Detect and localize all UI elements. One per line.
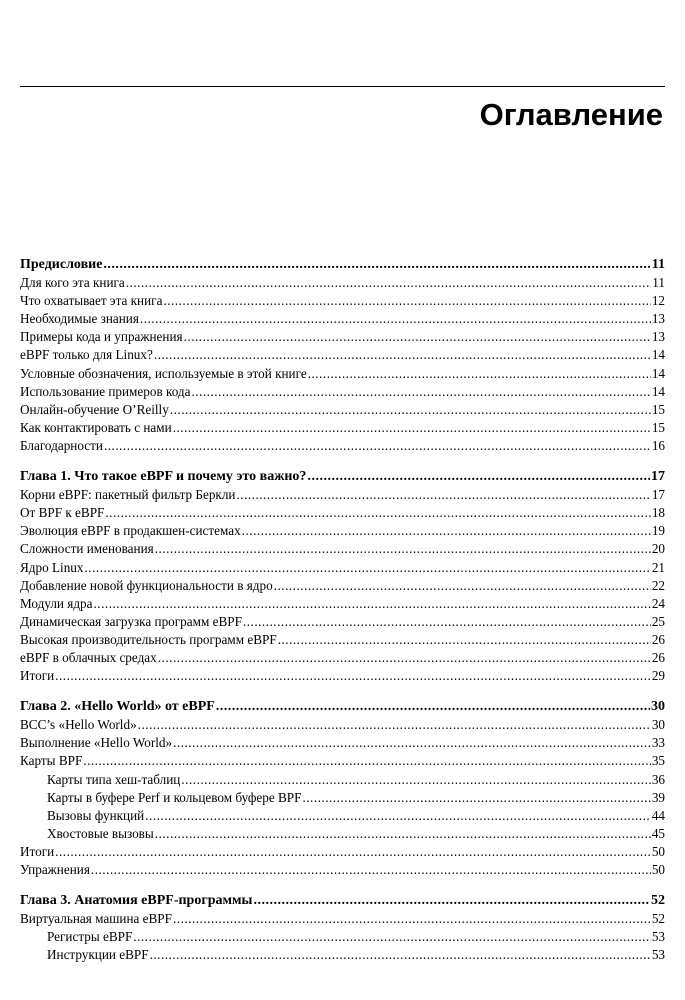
dot-leader [55,667,651,685]
toc-section-entry[interactable] [20,577,665,595]
page-title: Оглавление [479,97,663,132]
dot-leader [85,559,651,577]
dot-leader [133,928,650,946]
toc-entry-title: Что охватывает эта книга [20,293,163,309]
toc-section-entry[interactable] [20,734,665,752]
toc-entry-page-number: 12 [651,293,665,309]
toc-entry-page-number: 14 [651,383,665,399]
toc-entry-title: От BPF к eBPF [20,505,105,521]
toc-entry-title: Онлайн-обучение O’Reilly [20,401,169,417]
toc-entry-page-number: 33 [651,735,665,751]
toc-entry-page-number: 20 [651,541,665,557]
toc-entry-page-number: 30 [651,699,665,715]
toc-section-entry[interactable] [20,631,665,649]
toc-entry-page-number: 14 [651,347,665,363]
toc-section-entry[interactable] [20,292,665,310]
toc-section-entry[interactable] [20,522,665,540]
toc-entry-page-number: 26 [651,631,665,647]
toc-entry-title: Итоги [20,668,55,684]
dot-leader [158,649,651,667]
toc-section-entry[interactable] [20,595,665,613]
dot-leader [145,807,651,825]
toc-entry-title: Добавление новой функциональности в ядро [20,577,273,593]
toc-section-entry[interactable] [20,540,665,558]
toc-section-entry[interactable] [20,910,665,928]
toc-entry-page-number: 26 [651,649,665,665]
toc-entry-page-number: 30 [651,717,665,733]
dot-leader [308,365,651,383]
toc-section-entry[interactable] [20,346,665,364]
toc-entry-page-number: 19 [651,523,665,539]
toc-entry-title: Примеры кода и упражнения [20,329,183,345]
toc-entry-page-number: 11 [652,275,665,291]
dot-leader [55,843,651,861]
toc-entry-page-number: 35 [651,753,665,769]
toc-entry-page-number: 22 [651,577,665,593]
toc-entry-title: Использование примеров кода [20,383,191,399]
toc-section-entry[interactable] [20,559,665,577]
toc-entry-title: Инструкции eBPF [47,947,149,963]
toc-entry-page-number: 24 [651,595,665,611]
dot-leader [191,383,650,401]
toc-entry-page-number: 36 [651,771,665,787]
toc-entry-title: Виртуальная машина eBPF [20,911,172,927]
toc-entry-page-number: 29 [651,668,665,684]
toc-section-entry[interactable] [20,274,665,292]
toc-section-entry[interactable] [20,825,665,843]
toc-entry-page-number: 53 [651,947,665,963]
dot-leader [243,613,651,631]
dot-leader [105,504,650,522]
toc-entry-title: Вызовы функций [47,807,145,823]
dot-leader [140,310,651,328]
toc-entry-page-number: 17 [651,487,665,503]
dot-leader [126,274,652,292]
dot-leader [83,752,651,770]
toc-entry-page-number: 17 [651,469,665,485]
toc-entry-title: Динамическая загрузка программ eBPF [20,613,242,629]
toc-entry-title: Итоги [20,843,55,859]
toc-section-entry[interactable] [20,667,665,685]
toc-entry-title: Глава 3. Анатомия eBPF-программы [20,893,253,909]
toc-entry-title: Упражнения [20,862,90,877]
dot-leader [173,734,651,752]
toc-entry-page-number: 21 [651,559,665,575]
toc-entry-title: Предисловие [20,257,103,272]
toc-section-entry[interactable] [20,807,665,825]
toc-entry-title: Глава 2. «Hello World» от eBPF [20,699,215,715]
toc-entry-page-number: 50 [651,862,665,877]
toc-entry-title: Благодарности [20,437,103,453]
toc-entry-title: Выполнение «Hello World» [20,735,173,751]
toc-entry-page-number: 52 [651,893,665,909]
toc-entry-title: Высокая производительность программ eBPF [20,631,277,647]
toc-section-entry[interactable] [20,613,665,631]
dot-leader [154,346,651,364]
toc-entry-title: Ядро Linux [20,559,84,575]
toc-chapter-entry[interactable] [20,468,665,486]
toc-entry-page-number: 52 [651,911,665,927]
toc-section-entry[interactable] [20,946,665,964]
toc-entry-title: Регистры eBPF [47,929,133,945]
toc-entry-page-number: 25 [651,613,665,629]
toc-entry-title: Корни eBPF: пакетный фильтр Беркли [20,487,236,503]
dot-leader [173,910,651,928]
toc-entry-title: Как контактировать с нами [20,419,172,435]
toc-entry-title: Карты в буфере Perf и кольцевом буфере BPF [47,789,302,805]
dot-leader [184,328,651,346]
toc-section-entry[interactable] [20,928,665,946]
toc-section-entry[interactable] [20,437,665,455]
dot-leader [155,825,651,843]
toc-entry-page-number: 39 [651,789,665,805]
toc-section-entry[interactable] [20,716,665,734]
toc-section-entry[interactable] [20,649,665,667]
toc-section-entry[interactable] [20,843,665,861]
toc-entry-title: Карты типа хеш-таблиц [47,771,181,787]
toc-section-entry[interactable] [20,383,665,401]
dot-leader [163,292,650,310]
dot-leader [138,716,651,734]
toc-section-entry[interactable] [20,310,665,328]
table-of-contents [20,256,665,964]
dot-leader [91,861,651,879]
toc-entry-page-number: 11 [651,257,665,272]
toc-entry-page-number: 16 [651,437,665,453]
toc-entry-page-number: 14 [651,365,665,381]
toc-chapter-entry[interactable] [20,698,665,716]
dot-leader [302,789,650,807]
dot-leader [216,698,650,716]
dot-leader [94,595,651,613]
toc-entry-title: Модули ядра [20,595,93,611]
toc-section-entry[interactable] [20,861,665,879]
toc-section-entry[interactable] [20,486,665,504]
top-rule [20,86,665,87]
toc-section-entry[interactable] [20,752,665,770]
toc-section-entry[interactable] [20,365,665,383]
toc-entry-page-number: 13 [651,329,665,345]
dot-leader [103,256,650,274]
toc-chapter-entry[interactable] [20,892,665,910]
toc-entry-title: Сложности именования [20,541,154,557]
toc-entry-title: Необходимые знания [20,311,139,327]
dot-leader [155,540,651,558]
dot-leader [274,577,651,595]
dot-leader [253,892,650,910]
toc-entry-page-number: 44 [651,807,665,823]
toc-entry-title: eBPF в облачных средах [20,649,157,665]
dot-leader [278,631,651,649]
toc-section-entry[interactable] [20,771,665,789]
toc-section-entry[interactable] [20,789,665,807]
toc-section-entry[interactable] [20,504,665,522]
toc-entry-page-number: 45 [651,825,665,841]
toc-entry-page-number: 50 [651,843,665,859]
dot-leader [104,437,651,455]
toc-entry-title: Хвостовые вызовы [47,825,154,841]
toc-entry-page-number: 15 [651,401,665,417]
toc-entry-title: Условные обозначения, используемые в этой книге [20,365,307,381]
toc-entry-page-number: 18 [651,505,665,521]
toc-entry-page-number: 13 [651,311,665,327]
dot-leader [173,419,651,437]
dot-leader [181,771,650,789]
toc-entry-title: Для кого эта книга [20,275,125,291]
dot-leader [236,486,650,504]
dot-leader [242,522,651,540]
toc-section-entry[interactable] [20,419,665,437]
dot-leader [150,946,651,964]
toc-section-entry[interactable] [20,328,665,346]
dot-leader [307,468,650,486]
toc-entry-title: eBPF только для Linux? [20,347,153,363]
toc-entry-title: BCC’s «Hello World» [20,717,137,733]
toc-entry-title: Глава 1. Что такое eBPF и почему это важно? [20,469,307,485]
toc-entry-title: Эволюция eBPF в продакшен-системах [20,523,241,539]
toc-entry-page-number: 15 [651,419,665,435]
toc-entry-title: Карты BPF [20,753,83,769]
dot-leader [170,401,651,419]
toc-section-entry[interactable] [20,401,665,419]
toc-chapter-entry[interactable] [20,256,665,274]
toc-entry-page-number: 53 [651,929,665,945]
